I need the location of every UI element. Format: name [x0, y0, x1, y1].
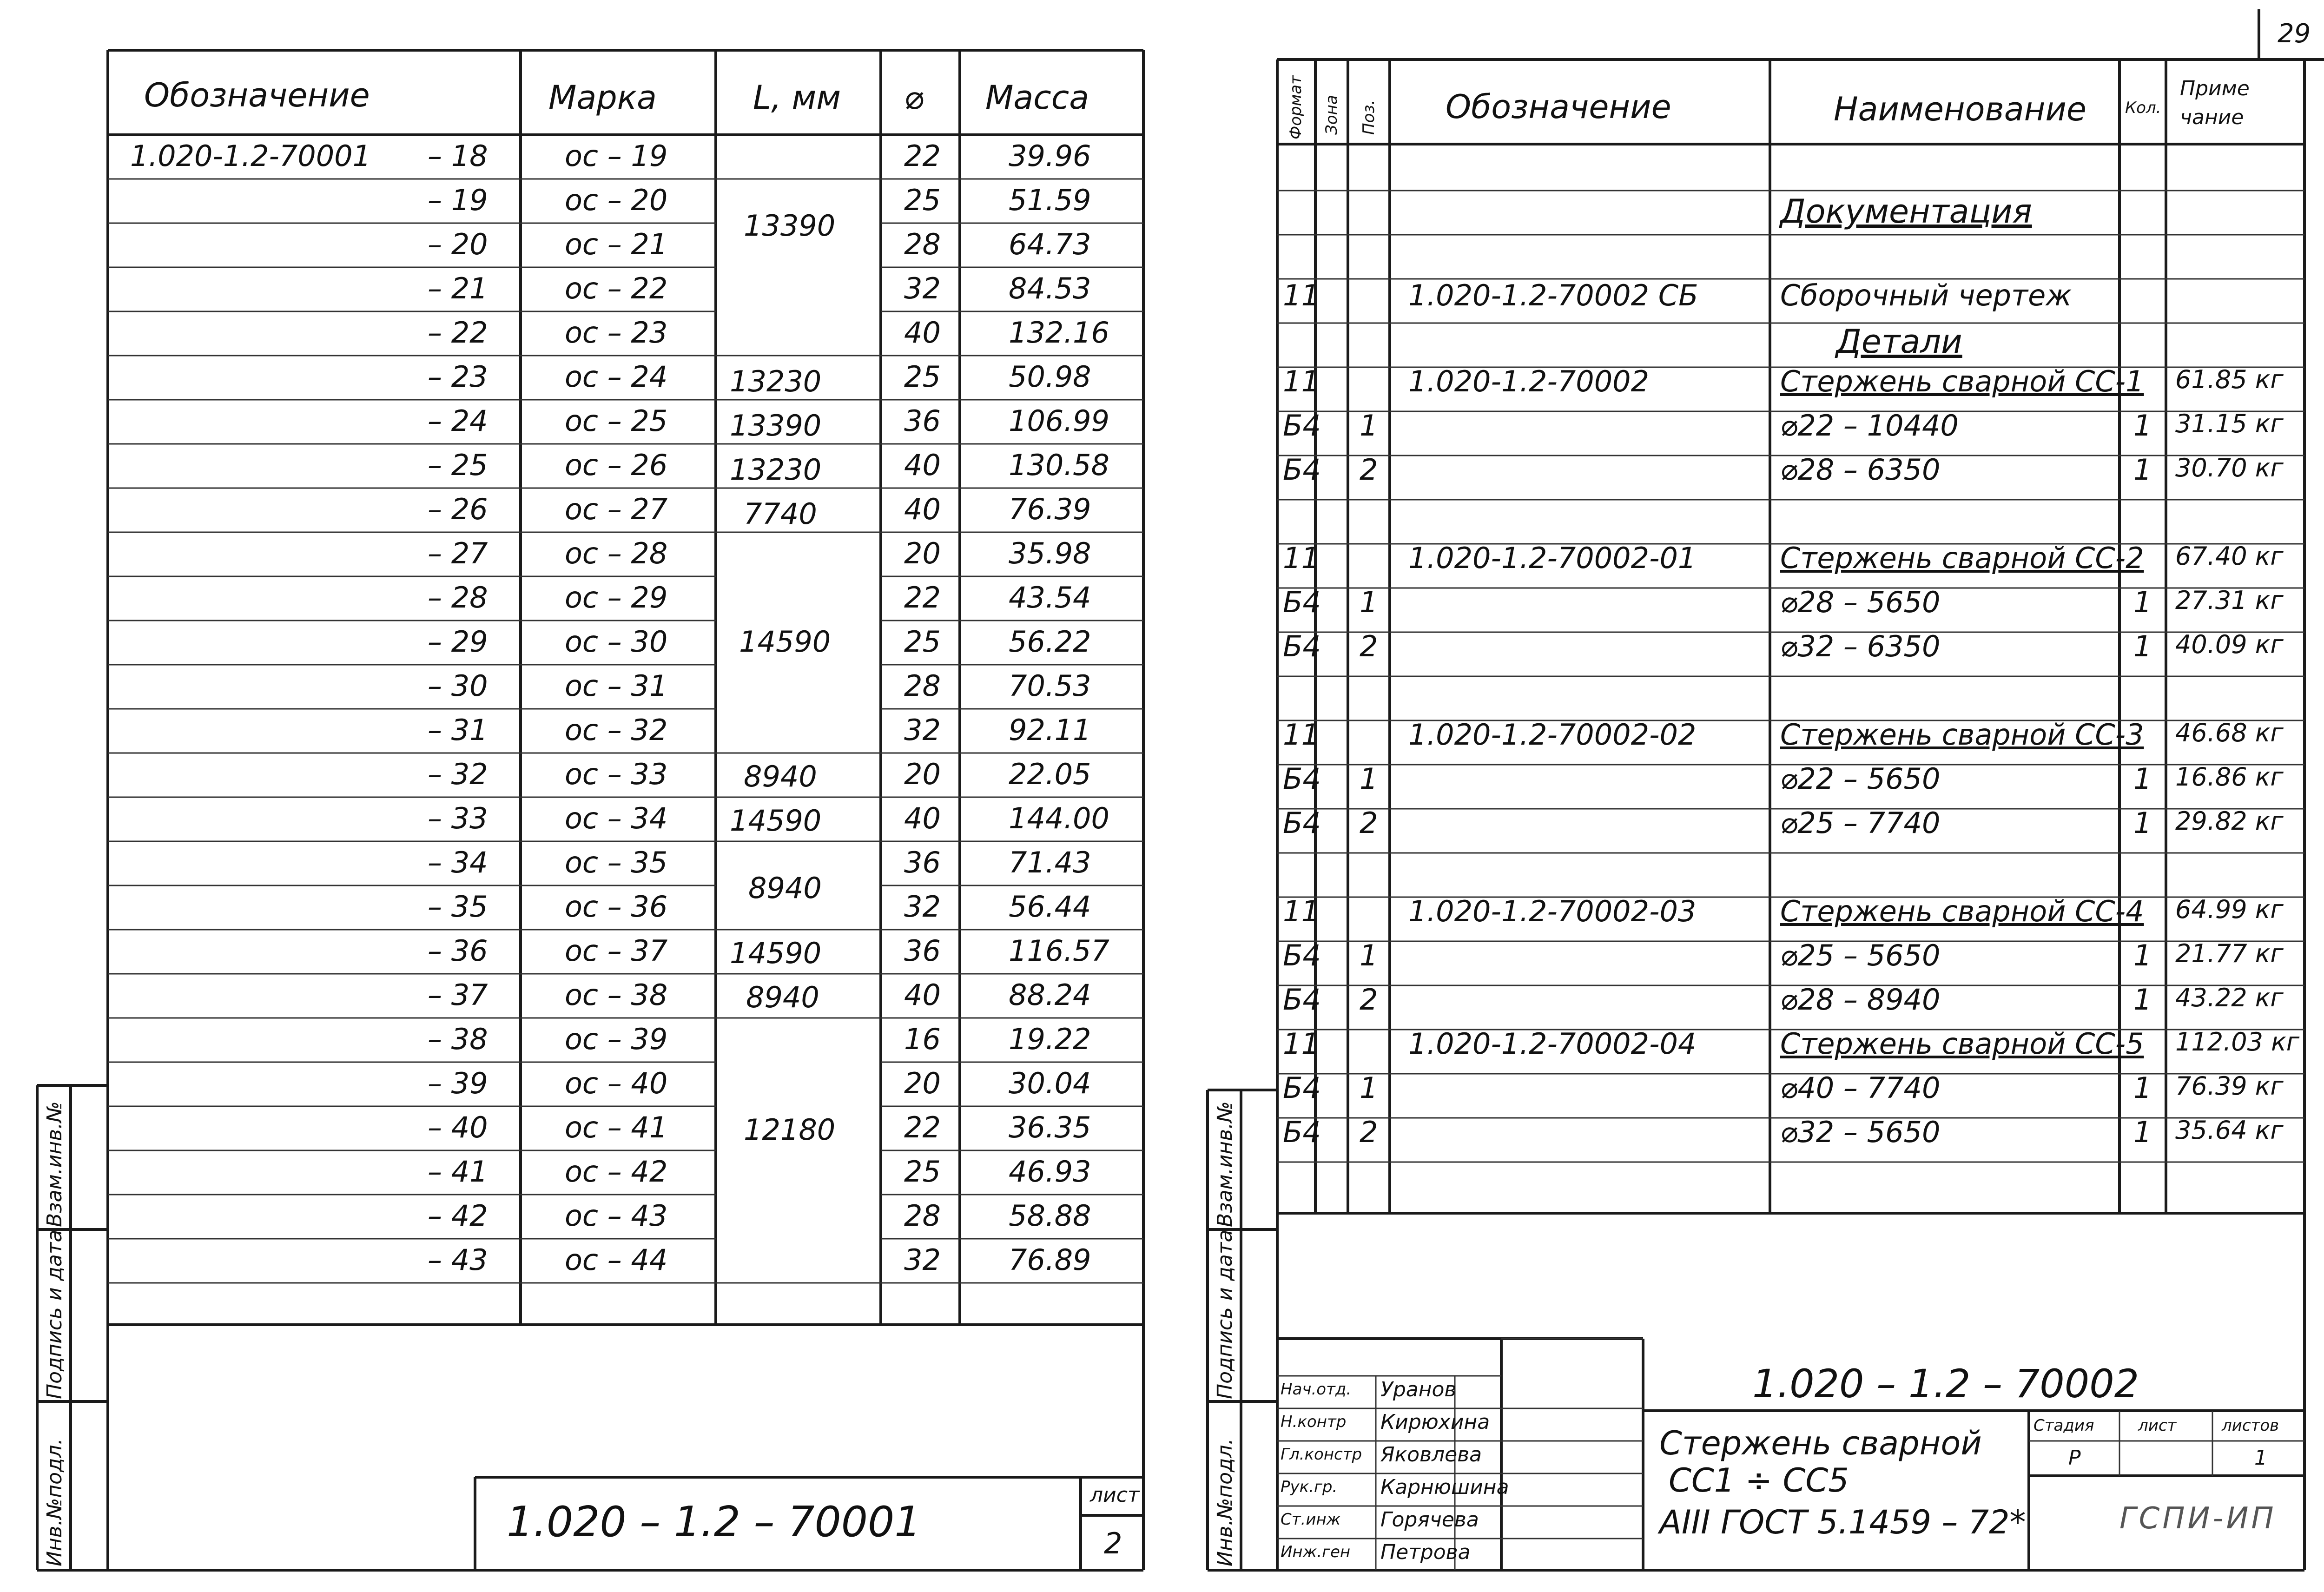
row-mass: 88.24 — [1009, 978, 1091, 1012]
row-format: Б4 — [1283, 409, 1321, 443]
row-name: ⌀32 – 5650 — [1780, 1115, 1941, 1149]
row-diameter: 40 — [904, 448, 941, 482]
row-mass: 30.04 — [1009, 1066, 1091, 1100]
row-mark: ос – 19 — [565, 139, 668, 173]
left-sheet-label: лист — [1090, 1483, 1140, 1507]
row-name: ⌀22 – 10440 — [1780, 409, 1959, 443]
row-diameter: 32 — [904, 713, 941, 747]
row-diameter: 28 — [904, 669, 941, 703]
row-note: 64.99 кг — [2175, 895, 2284, 924]
row-diameter: 20 — [904, 536, 941, 570]
page-number: 29 — [2278, 19, 2311, 49]
row-position: 2 — [1360, 806, 1378, 840]
row-suffix: – 20 — [428, 227, 488, 261]
length-cell: 13390 — [744, 209, 836, 243]
row-quantity: 1 — [2133, 409, 2152, 443]
row-mark: ос – 44 — [565, 1243, 668, 1277]
stamp-title-line1: Стержень сварной — [1659, 1424, 1982, 1462]
row-suffix: – 33 — [428, 801, 488, 835]
stamp-stage-label: Стадия — [2034, 1416, 2094, 1435]
left-side-label: Взам.инв.№ — [43, 1101, 66, 1227]
first-designation: 1.020-1.2-70001 — [130, 139, 371, 173]
row-suffix: – 26 — [428, 492, 488, 526]
row-suffix: – 29 — [428, 625, 488, 659]
row-mass: 50.98 — [1009, 360, 1091, 394]
length-cell: 12180 — [744, 1113, 836, 1147]
row-mass: 51.59 — [1009, 183, 1091, 217]
row-mass: 116.57 — [1009, 934, 1109, 968]
row-mark: ос – 35 — [565, 846, 668, 879]
row-position: 1 — [1360, 1071, 1378, 1105]
row-diameter: 40 — [904, 801, 941, 835]
row-format: Б4 — [1283, 1071, 1321, 1105]
row-mark: ос – 34 — [565, 801, 668, 835]
row-mark: ос – 25 — [565, 404, 668, 438]
row-diameter: 25 — [904, 1155, 941, 1189]
row-format: 11 — [1283, 541, 1320, 575]
length-cell: 13390 — [730, 409, 822, 443]
row-suffix: – 18 — [428, 139, 488, 173]
row-designation: 1.020-1.2-70002-04 — [1408, 1027, 1697, 1061]
row-mark: ос – 42 — [565, 1155, 668, 1189]
row-diameter: 40 — [904, 978, 941, 1012]
row-position: 2 — [1360, 1115, 1378, 1149]
row-mass: 92.11 — [1009, 713, 1091, 747]
header-diameter: ⌀ — [904, 79, 924, 117]
row-format: 11 — [1283, 894, 1320, 928]
row-format: Б4 — [1283, 1115, 1321, 1149]
row-diameter: 28 — [904, 227, 941, 261]
row-mass: 144.00 — [1009, 801, 1109, 835]
row-diameter: 22 — [904, 581, 941, 614]
row-mass: 56.44 — [1009, 890, 1091, 924]
row-mark: ос – 26 — [565, 448, 668, 482]
row-suffix: – 42 — [428, 1199, 488, 1233]
row-name: Стержень сварной СС-3 — [1780, 718, 2144, 752]
stamp-name: Петрова — [1380, 1540, 1471, 1564]
row-mass: 19.22 — [1009, 1022, 1091, 1056]
row-diameter: 40 — [904, 492, 941, 526]
stamp-title-line3: АIII ГОСТ 5.1459 – 72* — [1659, 1503, 2026, 1541]
stamp-role: Рук.гр. — [1281, 1478, 1338, 1496]
row-name: ⌀25 – 5650 — [1780, 938, 1941, 972]
row-diameter: 32 — [904, 1243, 941, 1277]
row-quantity: 1 — [2133, 762, 2152, 796]
row-name: ⌀22 – 5650 — [1780, 762, 1941, 796]
row-name: ⌀32 – 6350 — [1780, 629, 1941, 663]
row-mark: ос – 41 — [565, 1110, 668, 1144]
stamp-role: Ст.инж — [1281, 1510, 1341, 1529]
header-note: Приме чание — [2180, 77, 2250, 129]
row-diameter: 32 — [904, 271, 941, 305]
row-position: 2 — [1360, 983, 1378, 1017]
row-note: 35.64 кг — [2175, 1116, 2284, 1145]
row-suffix: – 43 — [428, 1243, 488, 1277]
row-diameter: 36 — [904, 934, 941, 968]
row-mark: ос – 40 — [565, 1066, 668, 1100]
row-name: Стержень сварной СС-4 — [1780, 894, 2144, 928]
length-cell: 7740 — [744, 497, 817, 531]
stamp-name: Кирюхина — [1380, 1410, 1490, 1434]
row-note: 27.31 кг — [2175, 586, 2284, 615]
row-suffix: – 38 — [428, 1022, 488, 1056]
row-note: 61.85 кг — [2175, 365, 2284, 394]
row-mass: 64.73 — [1009, 227, 1091, 261]
row-note: 16.86 кг — [2175, 762, 2284, 792]
length-cell: 14590 — [730, 804, 822, 838]
left-sheet-value: 2 — [1104, 1526, 1122, 1560]
row-suffix: – 23 — [428, 360, 488, 394]
length-cell: 8940 — [748, 871, 822, 905]
row-mass: 35.98 — [1009, 536, 1091, 570]
stamp-sheet-label: лист — [2138, 1416, 2177, 1435]
row-quantity: 1 — [2133, 1071, 2152, 1105]
row-format: Б4 — [1283, 629, 1321, 663]
row-suffix: – 24 — [428, 404, 488, 438]
header-name: Наименование — [1834, 90, 2086, 128]
row-suffix: – 22 — [428, 316, 488, 350]
row-mass: 22.05 — [1009, 757, 1091, 791]
row-suffix: – 19 — [428, 183, 488, 217]
row-name: Сборочный чертеж — [1780, 278, 2072, 312]
row-name: ⌀40 – 7740 — [1780, 1071, 1941, 1105]
stamp-sheets-value: 1 — [2254, 1446, 2267, 1470]
row-diameter: 25 — [904, 625, 941, 659]
row-suffix: – 32 — [428, 757, 488, 791]
header-designation: Обозначение — [144, 76, 370, 114]
row-mass: 84.53 — [1009, 271, 1091, 305]
row-suffix: – 41 — [428, 1155, 488, 1189]
row-diameter: 36 — [904, 846, 941, 879]
header-mark: Марка — [548, 79, 657, 117]
length-cell: 8940 — [744, 760, 817, 793]
stamp-title-line2: СС1 ÷ СС5 — [1669, 1461, 1849, 1500]
row-name: Документация — [1780, 192, 2032, 231]
row-designation: 1.020-1.2-70002-03 — [1408, 894, 1697, 928]
row-mark: ос – 43 — [565, 1199, 668, 1233]
row-position: 1 — [1360, 585, 1378, 619]
row-note: 67.40 кг — [2175, 542, 2284, 571]
right-side-label: Подпись и дата — [1213, 1229, 1237, 1399]
row-mark: ос – 23 — [565, 316, 668, 350]
left-side-label: Инв.№подл. — [43, 1438, 66, 1566]
row-name: Стержень сварной СС-1 — [1780, 364, 2144, 398]
row-mark: ос – 36 — [565, 890, 668, 924]
row-format: 11 — [1283, 1027, 1320, 1061]
row-name: Стержень сварной СС-5 — [1780, 1027, 2144, 1061]
row-diameter: 22 — [904, 139, 941, 173]
row-mark: ос – 30 — [565, 625, 668, 659]
row-mark: ос – 28 — [565, 536, 668, 570]
header-format: Формат — [1287, 75, 1305, 139]
row-note: 29.82 кг — [2175, 806, 2284, 836]
row-mark: ос – 21 — [565, 227, 668, 261]
row-mark: ос – 39 — [565, 1022, 668, 1056]
row-format: Б4 — [1283, 453, 1321, 487]
row-mass: 46.93 — [1009, 1155, 1091, 1189]
length-cell: 13230 — [730, 364, 822, 398]
row-note: 31.15 кг — [2175, 409, 2284, 438]
length-cell: 8940 — [746, 980, 819, 1014]
row-mass: 56.22 — [1009, 625, 1091, 659]
row-suffix: – 30 — [428, 669, 488, 703]
stamp-role: Инж.ген — [1281, 1543, 1351, 1561]
row-format: 11 — [1283, 718, 1320, 752]
row-mass: 71.43 — [1009, 846, 1091, 879]
row-format: 11 — [1283, 278, 1320, 312]
row-mark: ос – 33 — [565, 757, 668, 791]
row-mass: 106.99 — [1009, 404, 1109, 438]
row-mark: ос – 24 — [565, 360, 668, 394]
header-pos: Поз. — [1360, 99, 1378, 135]
row-suffix: – 36 — [428, 934, 488, 968]
stamp-role: Нач.отд. — [1281, 1380, 1352, 1399]
row-note: 76.39 кг — [2175, 1071, 2284, 1101]
row-diameter: 28 — [904, 1199, 941, 1233]
row-mass: 39.96 — [1009, 139, 1091, 173]
row-format: Б4 — [1283, 938, 1321, 972]
row-name: ⌀28 – 5650 — [1780, 585, 1941, 619]
row-note: 46.68 кг — [2175, 718, 2284, 747]
row-quantity: 1 — [2133, 806, 2152, 840]
row-position: 1 — [1360, 762, 1378, 796]
left-side-label: Подпись и дата — [43, 1229, 66, 1399]
row-position: 2 — [1360, 453, 1378, 487]
right-stamp-number: 1.020 – 1.2 – 70002 — [1752, 1361, 2139, 1407]
stamp-sheets-label: листов — [2222, 1416, 2279, 1435]
row-diameter: 25 — [904, 360, 941, 394]
row-designation: 1.020-1.2-70002-02 — [1408, 718, 1697, 752]
stamp-name: Уранов — [1380, 1378, 1457, 1401]
row-format: Б4 — [1283, 983, 1321, 1017]
row-suffix: – 37 — [428, 978, 488, 1012]
row-mass: 76.89 — [1009, 1243, 1091, 1277]
row-mass: 76.39 — [1009, 492, 1091, 526]
row-note: 40.09 кг — [2175, 630, 2284, 659]
row-suffix: – 31 — [428, 713, 488, 747]
row-suffix: – 27 — [428, 536, 488, 570]
row-mass: 70.53 — [1009, 669, 1091, 703]
row-designation: 1.020-1.2-70002-01 — [1408, 541, 1697, 575]
row-diameter: 40 — [904, 316, 941, 350]
row-suffix: – 28 — [428, 581, 488, 614]
row-position: 1 — [1360, 409, 1378, 443]
row-diameter: 32 — [904, 890, 941, 924]
row-quantity: 1 — [2133, 629, 2152, 663]
row-mark: ос – 27 — [565, 492, 668, 526]
row-diameter: 36 — [904, 404, 941, 438]
row-mass: 58.88 — [1009, 1199, 1091, 1233]
header-zone: Зона — [1322, 95, 1341, 135]
row-suffix: – 40 — [428, 1110, 488, 1144]
row-note: 21.77 кг — [2175, 939, 2284, 968]
row-suffix: – 34 — [428, 846, 488, 879]
row-diameter: 22 — [904, 1110, 941, 1144]
stamp-role: Н.контр — [1281, 1413, 1347, 1431]
stamp-name: Яковлева — [1380, 1443, 1482, 1466]
row-name: ⌀25 – 7740 — [1780, 806, 1941, 840]
row-note: 30.70 кг — [2175, 453, 2284, 482]
row-suffix: – 39 — [428, 1066, 488, 1100]
row-mark: ос – 22 — [565, 271, 668, 305]
row-diameter: 20 — [904, 1066, 941, 1100]
row-name: Детали — [1836, 323, 1962, 361]
row-mass: 36.35 — [1009, 1110, 1091, 1144]
row-suffix: – 21 — [428, 271, 488, 305]
row-note: 43.22 кг — [2175, 983, 2284, 1012]
row-quantity: 1 — [2133, 938, 2152, 972]
header-mass: Масса — [985, 79, 1089, 117]
stamp-stage-value: Р — [2068, 1446, 2081, 1470]
row-mark: ос – 37 — [565, 934, 668, 968]
header-length: L, мм — [753, 79, 841, 117]
row-position: 2 — [1360, 629, 1378, 663]
row-mass: 130.58 — [1009, 448, 1109, 482]
stamp-name: Горячева — [1380, 1508, 1479, 1532]
header-r-designation: Обозначение — [1446, 88, 1671, 126]
right-side-label: Взам.инв.№ — [1213, 1101, 1237, 1227]
row-designation: 1.020-1.2-70002 СБ — [1408, 278, 1698, 312]
row-note: 112.03 кг — [2175, 1027, 2300, 1057]
row-mass: 132.16 — [1009, 316, 1109, 350]
row-quantity: 1 — [2133, 1115, 2152, 1149]
row-quantity: 1 — [2133, 585, 2152, 619]
row-name: Стержень сварной СС-2 — [1780, 541, 2144, 575]
row-mark: ос – 29 — [565, 581, 668, 614]
row-diameter: 16 — [904, 1022, 941, 1056]
right-side-label: Инв.№подл. — [1213, 1438, 1237, 1566]
row-position: 1 — [1360, 938, 1378, 972]
row-mass: 43.54 — [1009, 581, 1091, 614]
row-suffix: – 35 — [428, 890, 488, 924]
left-stamp-number: 1.020 – 1.2 – 70001 — [507, 1498, 921, 1546]
length-cell: 14590 — [739, 625, 831, 659]
row-diameter: 20 — [904, 757, 941, 791]
row-quantity: 1 — [2133, 983, 2152, 1017]
row-designation: 1.020-1.2-70002 — [1408, 364, 1650, 398]
stamp-role: Гл.констр — [1281, 1445, 1362, 1464]
row-format: Б4 — [1283, 806, 1321, 840]
row-mark: ос – 38 — [565, 978, 668, 1012]
header-qty: Кол. — [2125, 99, 2161, 117]
row-mark: ос – 20 — [565, 183, 668, 217]
row-name: ⌀28 – 6350 — [1780, 453, 1941, 487]
row-diameter: 25 — [904, 183, 941, 217]
length-cell: 14590 — [730, 936, 822, 970]
length-cell: 13230 — [730, 453, 822, 487]
row-format: Б4 — [1283, 762, 1321, 796]
row-format: 11 — [1283, 364, 1320, 398]
row-name: ⌀28 – 8940 — [1780, 983, 1941, 1017]
stamp-name: Карнюшина — [1380, 1475, 1509, 1499]
row-format: Б4 — [1283, 585, 1321, 619]
stamp-organization: ГСПИ-ИП — [2119, 1501, 2277, 1536]
row-mark: ос – 32 — [565, 713, 668, 747]
row-mark: ос – 31 — [565, 669, 668, 703]
row-quantity: 1 — [2133, 453, 2152, 487]
row-suffix: – 25 — [428, 448, 488, 482]
